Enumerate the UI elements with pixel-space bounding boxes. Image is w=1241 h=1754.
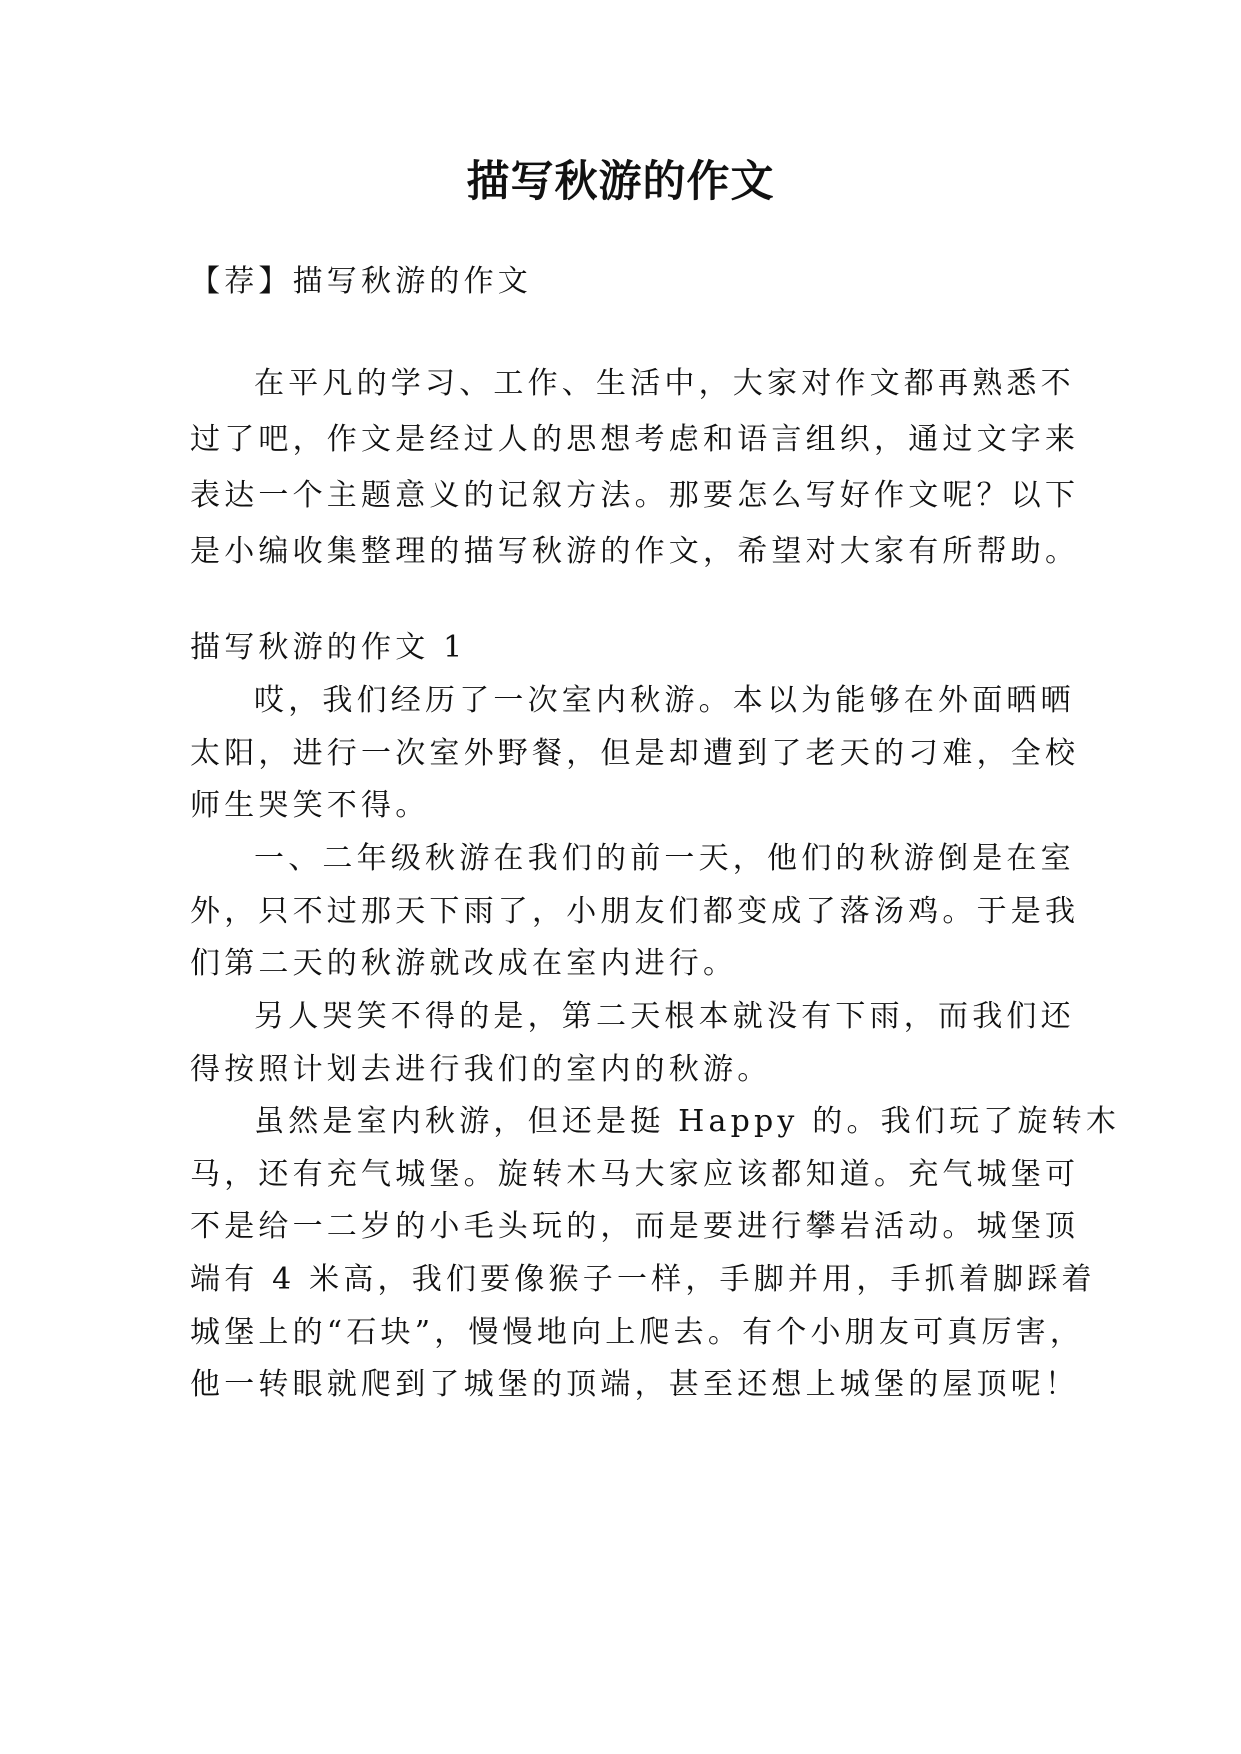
document-subtitle: 【荐】描写秋游的作文 [190, 264, 532, 299]
body-line: 虽然是室内秋游，但还是挺 Happy 的。我们玩了旋转木 [254, 1104, 1121, 1139]
body-line: 得按照计划去进行我们的室内的秋游。 [190, 1052, 772, 1087]
intro-line: 表达一个主题意义的记叙方法。那要怎么写好作文呢？以下 [190, 478, 1080, 513]
body-line: 外，只不过那天下雨了，小朋友们都变成了落汤鸡。于是我 [190, 894, 1080, 929]
intro-line: 过了吧，作文是经过人的思想考虑和语言组织，通过文字来 [190, 422, 1080, 457]
body-line: 哎，我们经历了一次室内秋游。本以为能够在外面晒晒 [254, 683, 1075, 718]
body-line: 一、二年级秋游在我们的前一天，他们的秋游倒是在室 [254, 841, 1075, 876]
body-line: 师生哭笑不得。 [190, 788, 430, 823]
section-heading: 描写秋游的作文 1 [190, 630, 467, 665]
intro-line: 是小编收集整理的描写秋游的作文，希望对大家有所帮助。 [190, 534, 1080, 569]
body-line: 不是给一二岁的小毛头玩的，而是要进行攀岩活动。城堡顶 [190, 1209, 1080, 1244]
body-line: 马，还有充气城堡。旋转木马大家应该都知道。充气城堡可 [190, 1157, 1080, 1192]
body-line: 另人哭笑不得的是，第二天根本就没有下雨，而我们还 [254, 999, 1075, 1034]
body-line: 们第二天的秋游就改成在室内进行。 [190, 946, 738, 981]
body-line: 城堡上的“石块”，慢慢地向上爬去。有个小朋友可真厉害， [190, 1315, 1085, 1350]
body-line: 端有 4 米高，我们要像猴子一样，手脚并用，手抓着脚踩着 [190, 1262, 1096, 1297]
document-title: 描写秋游的作文 [466, 157, 775, 207]
intro-line: 在平凡的学习、工作、生活中，大家对作文都再熟悉不 [254, 366, 1075, 401]
body-line: 太阳，进行一次室外野餐，但是却遭到了老天的刁难，全校 [190, 736, 1080, 771]
body-line: 他一转眼就爬到了城堡的顶端，甚至还想上城堡的屋顶呢！ [190, 1367, 1080, 1402]
